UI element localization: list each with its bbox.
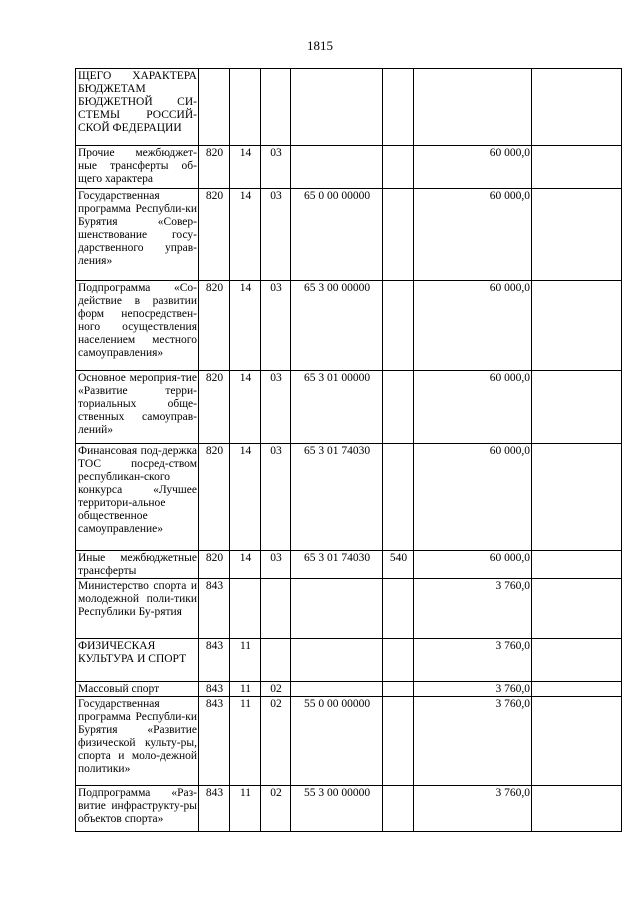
row-name-cell: Массовый спорт: [76, 682, 199, 697]
target-article-cell: 65 0 00 00000: [291, 189, 383, 281]
section-code-cell: 14: [230, 371, 261, 444]
table-row: [76, 189, 622, 281]
ministry-code-cell: 820: [199, 371, 230, 444]
table-row: [76, 281, 622, 371]
empty-cell: [532, 682, 622, 697]
empty-cell: [532, 639, 622, 682]
amount-cell: 60 000,0: [414, 146, 532, 189]
section-code-cell: [230, 579, 261, 639]
subsection-code-cell: [261, 579, 291, 639]
row-name-cell: Подпрограмма «Со-действие в развитии форм непосредствен-ного осуществления населением местного самоуправления»: [76, 281, 199, 371]
expense-type-cell: [383, 371, 414, 444]
subsection-code-cell: 03: [261, 146, 291, 189]
row-name-cell: ЩЕГО ХАРАКТЕРА БЮДЖЕТАМ БЮДЖЕТНОЙ СИ-СТЕМЫ РОССИЙ-СКОЙ ФЕДЕРАЦИИ: [76, 69, 199, 146]
ministry-code-cell: [199, 69, 230, 146]
table-row: [76, 786, 622, 832]
row-name-cell: Прочие межбюджет-ные трансферты об-щего характера: [76, 146, 199, 189]
subsection-code-cell: 03: [261, 281, 291, 371]
amount-cell: 3 760,0: [414, 579, 532, 639]
table-row: [76, 444, 622, 551]
ministry-code-cell: 820: [199, 444, 230, 551]
empty-cell: [532, 444, 622, 551]
expense-type-cell: [383, 639, 414, 682]
row-name-cell: Иные межбюджетные трансферты: [76, 551, 199, 579]
budget-table: [75, 68, 622, 832]
target-article-cell: [291, 579, 383, 639]
expense-type-cell: [383, 786, 414, 832]
table-row: [76, 682, 622, 697]
row-name-cell: Подпрограмма «Раз-витие инфраструкту-ры объектов спорта»: [76, 786, 199, 832]
empty-cell: [532, 786, 622, 832]
row-name-cell: ФИЗИЧЕСКАЯ КУЛЬТУРА И СПОРТ: [76, 639, 199, 682]
expense-type-cell: [383, 146, 414, 189]
subsection-code-cell: [261, 639, 291, 682]
empty-cell: [532, 697, 622, 786]
empty-cell: [532, 579, 622, 639]
subsection-code-cell: 02: [261, 682, 291, 697]
section-code-cell: 11: [230, 639, 261, 682]
amount-cell: 3 760,0: [414, 682, 532, 697]
amount-cell: 3 760,0: [414, 697, 532, 786]
empty-cell: [532, 551, 622, 579]
section-code-cell: 14: [230, 444, 261, 551]
subsection-code-cell: 03: [261, 189, 291, 281]
target-article-cell: 65 3 00 00000: [291, 281, 383, 371]
target-article-cell: [291, 69, 383, 146]
target-article-cell: 65 3 01 00000: [291, 371, 383, 444]
subsection-code-cell: 02: [261, 697, 291, 786]
amount-cell: 60 000,0: [414, 444, 532, 551]
amount-cell: 60 000,0: [414, 281, 532, 371]
ministry-code-cell: 820: [199, 189, 230, 281]
empty-cell: [532, 189, 622, 281]
expense-type-cell: [383, 69, 414, 146]
amount-cell: 60 000,0: [414, 371, 532, 444]
section-code-cell: 14: [230, 189, 261, 281]
expense-type-cell: [383, 697, 414, 786]
page-number: 1815: [307, 38, 333, 53]
target-article-cell: 55 3 00 00000: [291, 786, 383, 832]
target-article-cell: [291, 682, 383, 697]
target-article-cell: 65 3 01 74030: [291, 551, 383, 579]
row-name-cell: Финансовая под-держка ТОС посред-ством республикан-ского конкурса «Лучшее территори-альное общественное самоуправление»: [76, 444, 199, 551]
row-name-cell: Государственная программа Республи-ки Бурятия «Развитие физической культу-ры, спорта и моло-дежной политики»: [76, 697, 199, 786]
expense-type-cell: [383, 189, 414, 281]
amount-cell: 60 000,0: [414, 551, 532, 579]
table-row: [76, 551, 622, 579]
target-article-cell: 55 0 00 00000: [291, 697, 383, 786]
expense-type-cell: [383, 682, 414, 697]
expense-type-cell: [383, 444, 414, 551]
empty-cell: [532, 371, 622, 444]
section-code-cell: 14: [230, 551, 261, 579]
ministry-code-cell: 843: [199, 639, 230, 682]
amount-cell: 3 760,0: [414, 786, 532, 832]
expense-type-cell: [383, 281, 414, 371]
table-row: [76, 639, 622, 682]
table-row: [76, 371, 622, 444]
row-name-cell: Государственная программа Республи-ки Бурятия «Совер-шенствование госу-дарственного управ-ления»: [76, 189, 199, 281]
row-name-cell: Основное мероприя-тие «Развитие терри-ториальных обще-ственных самоуправ-лений»: [76, 371, 199, 444]
table-row: [76, 697, 622, 786]
subsection-code-cell: 03: [261, 371, 291, 444]
ministry-code-cell: 820: [199, 146, 230, 189]
section-code-cell: 14: [230, 281, 261, 371]
subsection-code-cell: [261, 69, 291, 146]
section-code-cell: 11: [230, 697, 261, 786]
amount-cell: 3 760,0: [414, 639, 532, 682]
section-code-cell: [230, 69, 261, 146]
table-body: [76, 69, 622, 832]
expense-type-cell: [383, 579, 414, 639]
target-article-cell: [291, 639, 383, 682]
expense-type-cell: 540: [383, 551, 414, 579]
ministry-code-cell: 843: [199, 682, 230, 697]
table-row: [76, 579, 622, 639]
empty-cell: [532, 146, 622, 189]
empty-cell: [532, 69, 622, 146]
table-row: [76, 146, 622, 189]
ministry-code-cell: 820: [199, 281, 230, 371]
subsection-code-cell: 02: [261, 786, 291, 832]
empty-cell: [532, 281, 622, 371]
target-article-cell: [291, 146, 383, 189]
amount-cell: [414, 69, 532, 146]
subsection-code-cell: 03: [261, 444, 291, 551]
ministry-code-cell: 843: [199, 697, 230, 786]
target-article-cell: 65 3 01 74030: [291, 444, 383, 551]
section-code-cell: 11: [230, 786, 261, 832]
section-code-cell: 14: [230, 146, 261, 189]
section-code-cell: 11: [230, 682, 261, 697]
subsection-code-cell: 03: [261, 551, 291, 579]
ministry-code-cell: 820: [199, 551, 230, 579]
table-row: [76, 69, 622, 146]
ministry-code-cell: 843: [199, 579, 230, 639]
row-name-cell: Министерство спорта и молодежной поли-тики Республики Бу-рятия: [76, 579, 199, 639]
ministry-code-cell: 843: [199, 786, 230, 832]
amount-cell: 60 000,0: [414, 189, 532, 281]
